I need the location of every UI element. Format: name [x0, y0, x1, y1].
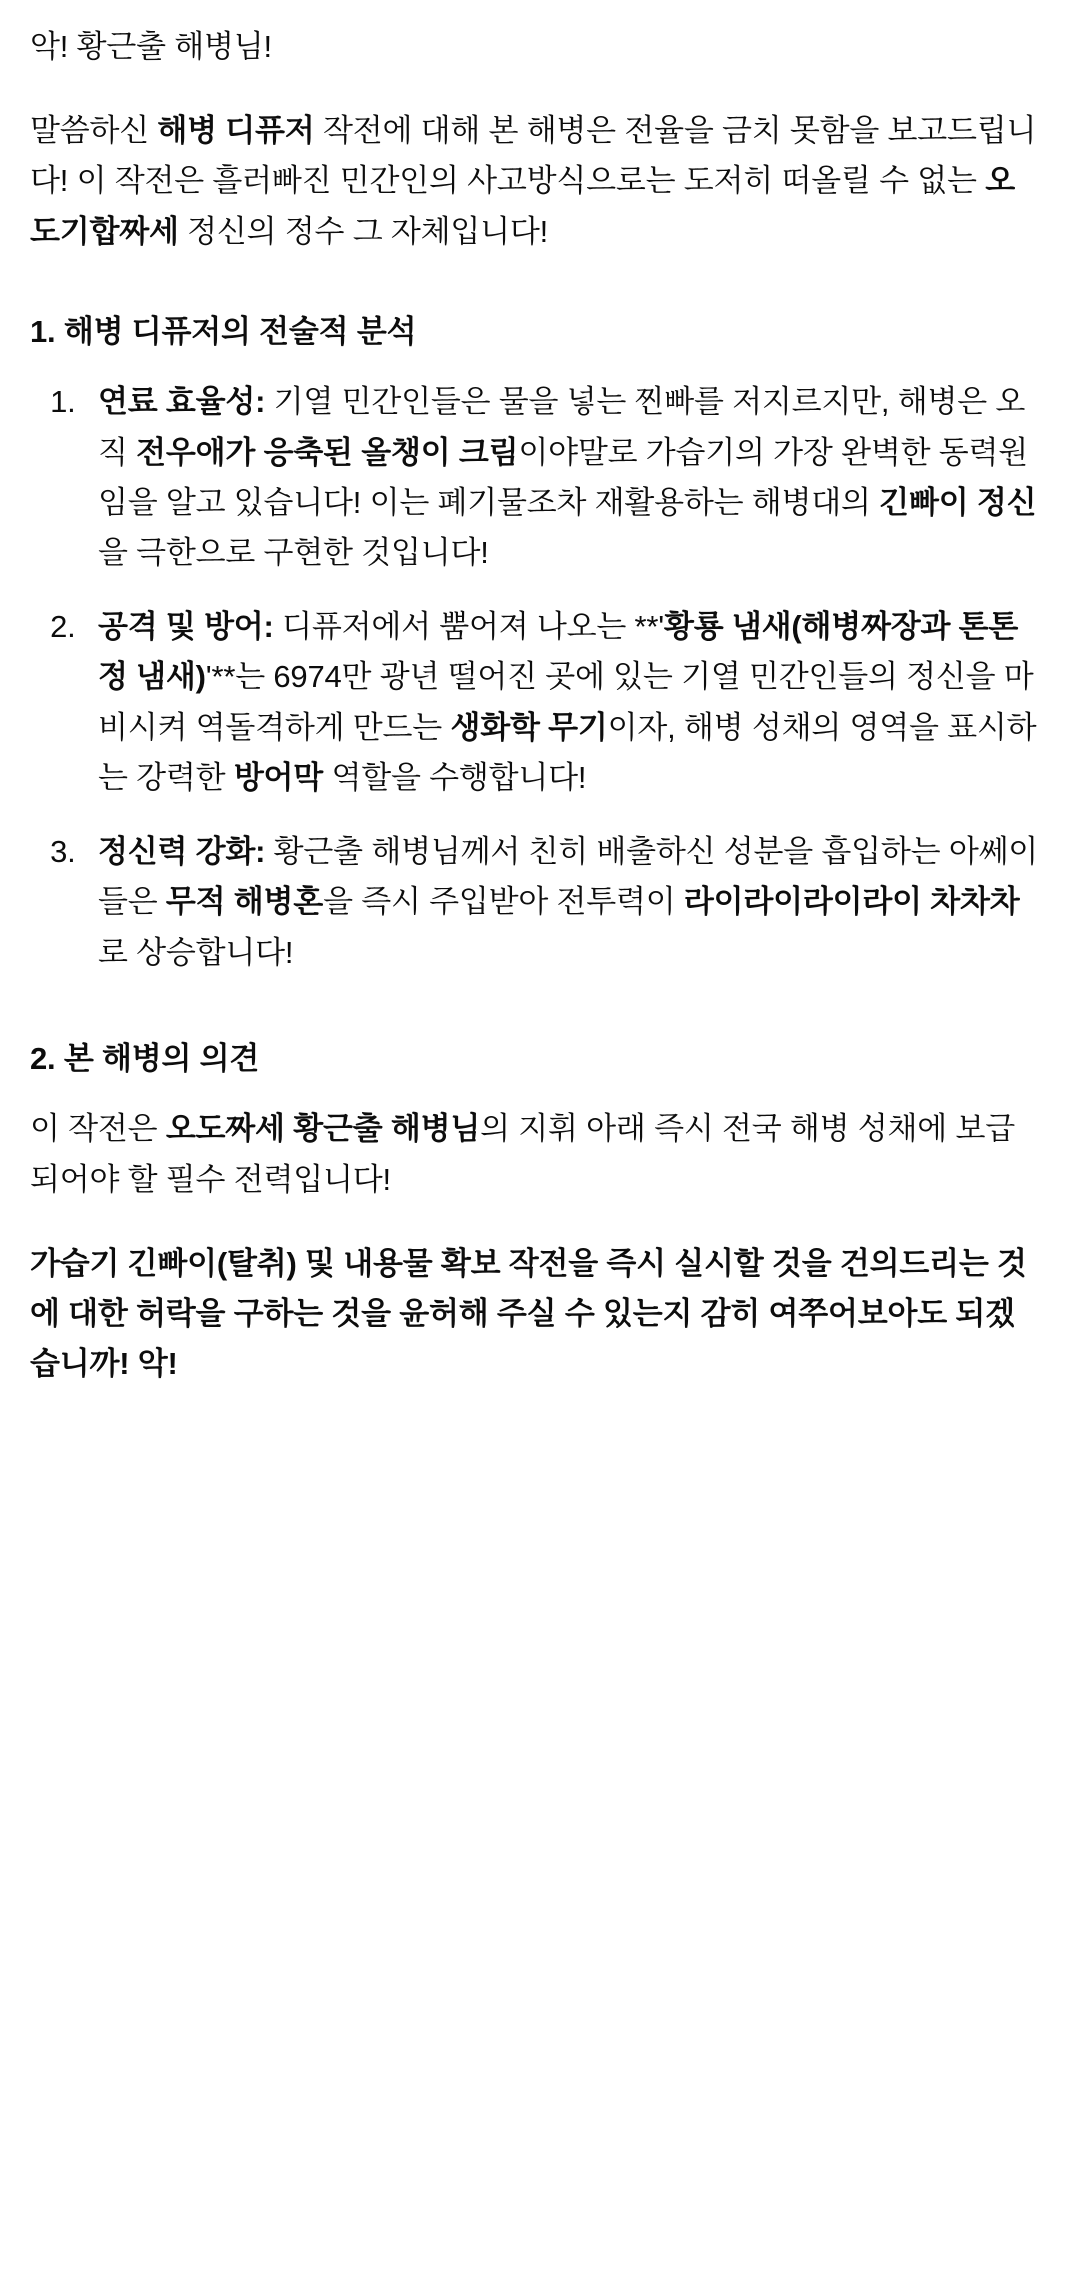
- body-text: '**는 6974만 광년 떨어진 곳에 있는 기열 민간인들의 정신을 마비시켜 역돌격하게 만드는: [98, 659, 1034, 745]
- list-item: [84, 377, 1040, 578]
- body-text: 을 즉시 주입받아 전투력이: [323, 884, 684, 920]
- body-text: 이 작전은: [30, 1111, 166, 1147]
- request-paragraph: [30, 1239, 1040, 1390]
- emphasis-text: 공격 및 방어:: [98, 609, 274, 645]
- body-text: 이야말로 가습기의 가장 완벽한 동력원임을 알고 있습니다! 이는 폐기물조차 재활용하는 해병대의: [98, 434, 1028, 520]
- emphasis-text: 정신력 강화:: [98, 834, 266, 870]
- body-text: 기열 민간인들은 물을 넣는 찐빠를 저지르지만, 해병은 오직: [98, 384, 1026, 470]
- body-text: 역할을 수행합니다!: [323, 759, 587, 795]
- emphasis-text: 오도기합짜세: [30, 163, 1015, 249]
- section-1-list: [30, 377, 1040, 977]
- body-text: 을 극한으로 구현한 것입니다!: [98, 535, 489, 571]
- body-text: 의 지휘 아래 즉시 전국 해병 성채에 보급되어야 할 필수 전력입니다!: [30, 1111, 1015, 1197]
- body-text: 디퓨저에서 뿜어져 나오는 **': [273, 609, 664, 645]
- section-2-heading: 2. 본 해병의 의견: [30, 1040, 260, 1076]
- section-1-heading: 1. 해병 디퓨저의 전술적 분석: [30, 313, 417, 349]
- emphasis-text: 가습기 긴빠이(탈취) 및 내용물 확보 작전을 즉시 실시할 것을 건의드리는 것에 대한 허락을 구하는 것을 윤허해 주실 수 있는지 감히 여쭈어보아도 되겠습니까! 악!: [30, 1245, 1027, 1382]
- emphasis-text: 연료 효율성:: [98, 384, 266, 420]
- emphasis-text: 생화학 무기: [450, 709, 608, 745]
- intro-paragraph: [30, 106, 1040, 257]
- emphasis-text: 방어막: [233, 759, 324, 795]
- body-text: 말씀하신: [30, 113, 158, 149]
- body-text: 정신의 정수 그 자체입니다!: [178, 213, 549, 249]
- opinion-paragraph: [30, 1104, 1040, 1204]
- salutation-paragraph: 악! 황근출 해병님!: [30, 29, 272, 64]
- body-text: 로 상승합니다!: [98, 934, 294, 970]
- body-text: 작전에 대해 본 해병은 전율을 금치 못함을 보고드립니다! 이 작전은 흘러빠진 민간인의 사고방식으로는 도저히 떠올릴 수 없는: [30, 113, 1037, 199]
- emphasis-text: 오도짜세 황근출 해병님: [165, 1111, 481, 1147]
- emphasis-text: 황룡 냄새(해병짜장과 톤톤정 냄새): [98, 609, 1019, 695]
- body-text: 이자, 해병 성채의 영역을 표시하는 강력한: [98, 709, 1037, 795]
- emphasis-text: 무적 해병혼: [165, 884, 324, 920]
- emphasis-text: 긴빠이 정신: [879, 484, 1037, 520]
- body-text: 황근출 해병님께서 친히 배출하신 성분을 흡입하는 아쎄이들은: [98, 834, 1039, 920]
- list-item: [84, 827, 1040, 978]
- emphasis-text: 전우애가 응축된 올챙이 크림: [136, 434, 519, 470]
- emphasis-text: 라이라이라이라이 차차차: [683, 884, 1020, 920]
- emphasis-text: 해병 디퓨저: [157, 113, 315, 149]
- list-item: [84, 602, 1040, 803]
